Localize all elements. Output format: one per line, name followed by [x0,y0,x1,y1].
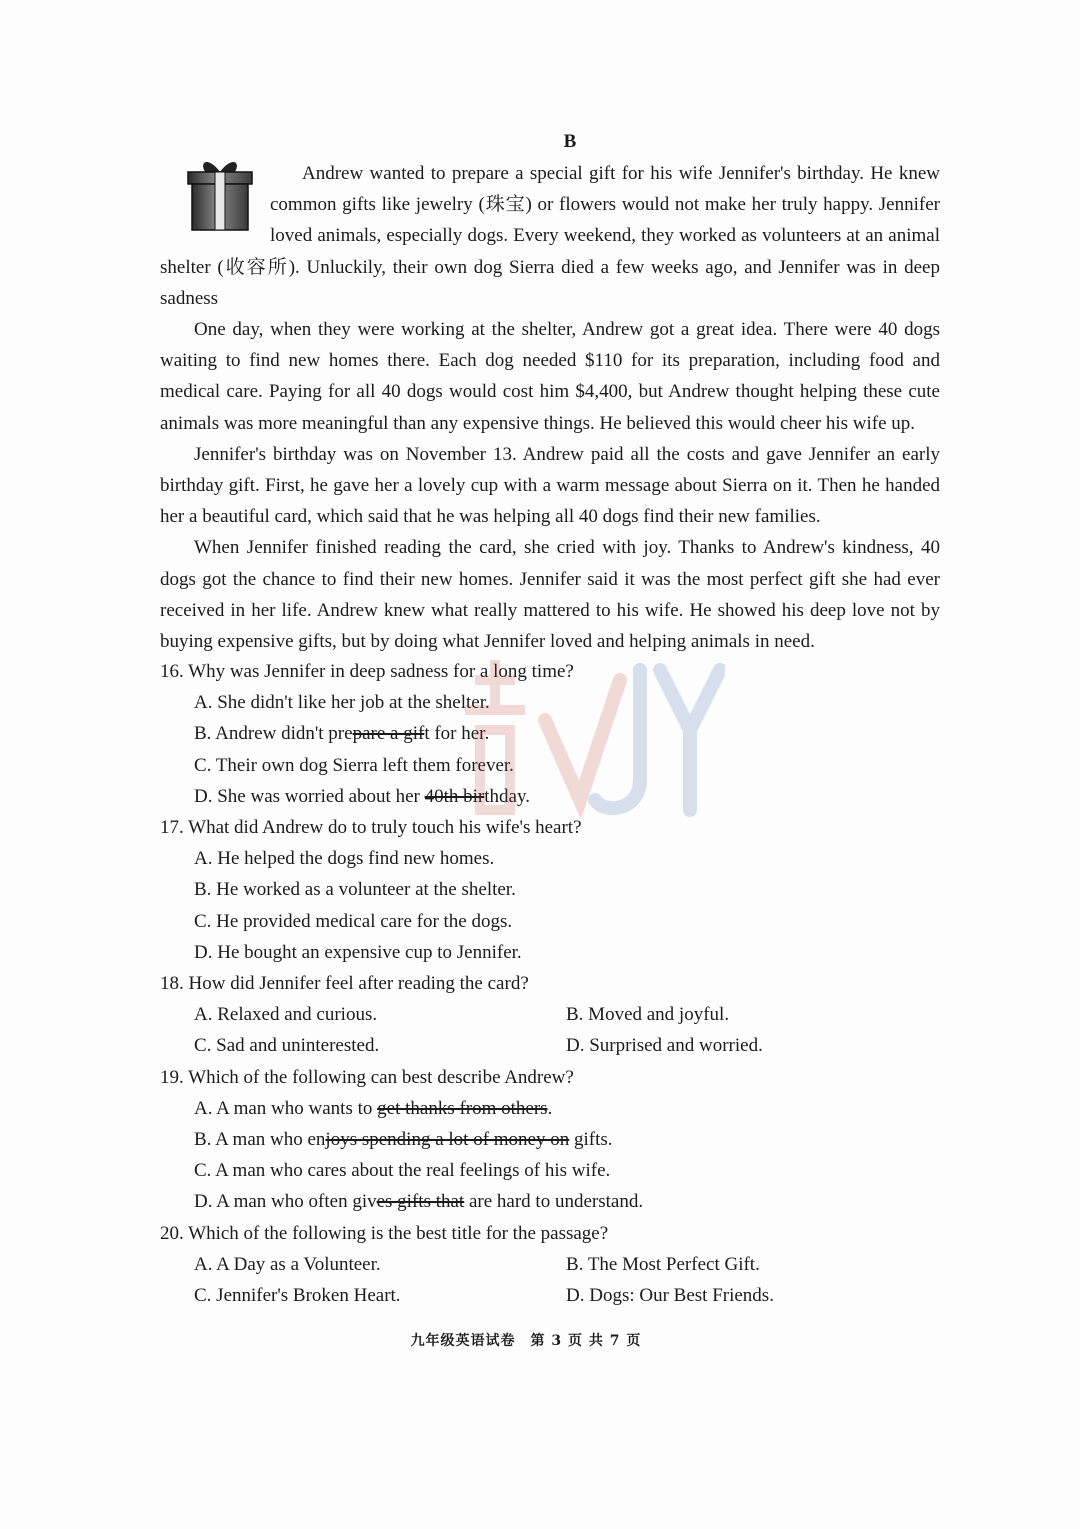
struck-text: es gifts that [376,1191,465,1213]
option-d: D. Surprised and worried. [566,1035,763,1057]
option-d: D. She was worried about her 40th birthday. [194,785,530,807]
option-row [194,1249,940,1280]
option-b: B. Moved and joyful. [566,1004,730,1026]
passage-paragraph-1: Andrew wanted to prepare a special gift for his wife Jennifer's birthday. He knew common gifts like jewelry (珠宝) or flowers would not make her truly happy. Jennifer loved animals, especially dogs. Every weekend, they worked as volunteers at an animal shelter (收容所). Unluckily, their own dog Sierra died a few weeks ago, and Jennifer was in deep sadness [160,158,940,314]
option-a: A. A man who wants to get thanks from others. [194,1097,553,1119]
option-c: C. A man who cares about the real feelings of his wife. [194,1160,611,1182]
question-19 [160,1062,940,1218]
question-17 [160,812,940,968]
passage-paragraph-2: One day, when they were working at the shelter, Andrew got a great idea. There were 40 dogs waiting to find new homes there. Each dog needed $110 for its preparation, including food and medical care. Paying for all 40 dogs would cost him $4,400, but Andrew thought helping these cute animals was more meaningful than any expensive things. He believed this would cheer his wife up. [160,319,940,434]
passage-paragraph-3: Jennifer's birthday was on November 13. Andrew paid all the costs and gave Jennifer an early birthday gift. First, he gave her a lovely cup with a warm message about Sierra on it. Then he handed her a beautiful card, which said that he was helping all 40 dogs find their new families. [160,443,940,528]
section-letter: B [563,131,577,152]
struck-text: get thanks from others [377,1097,548,1119]
question-list [160,656,940,1311]
option-d: D. A man who often gives gifts that are hard to understand. [194,1191,644,1213]
page-footer: 九年级英语试卷 第 3 页 共 7 页 [410,1333,642,1349]
question-stem: 17. What did Andrew do to truly touch his wife's heart? [160,817,582,839]
struck-text: pare a gif [352,723,425,745]
struck-text: joys spending a lot of money on [325,1129,570,1151]
option-d: D. Dogs: Our Best Friends. [566,1285,774,1307]
option-a: A. Relaxed and curious. [194,1004,378,1026]
struck-text: 40th bir [424,785,485,807]
option-row [194,1280,940,1311]
option-row [194,999,940,1030]
option-b: B. A man who enjoys spending a lot of money on gifts. [194,1129,613,1151]
option-c: C. Sad and uninterested. [194,1035,380,1057]
question-stem: 16. Why was Jennifer in deep sadness for a long time? [160,661,574,682]
question-stem: 20. Which of the following is the best title for the passage? [160,1222,609,1244]
option-b: B. He worked as a volunteer at the shelter. [194,879,516,901]
option-a: A. She didn't like her job at the shelter. [194,692,490,714]
option-c: C. He provided medical care for the dogs. [194,910,513,932]
option-b: B. The Most Perfect Gift. [566,1253,760,1275]
question-18 [160,968,940,1062]
option-a: A. He helped the dogs find new homes. [194,848,495,870]
gift-icon-spacer [160,158,270,238]
question-16 [160,656,940,812]
option-row [194,1030,940,1061]
question-20 [160,1218,940,1312]
question-stem: 18. How did Jennifer feel after reading the card? [160,973,529,995]
option-a: A. A Day as a Volunteer. [194,1253,381,1275]
reading-passage [160,158,940,657]
option-c: C. Jennifer's Broken Heart. [194,1285,401,1307]
option-b: B. Andrew didn't prepare a gift for her. [194,723,490,745]
question-stem: 19. Which of the following can best describe Andrew? [160,1066,574,1088]
option-c: C. Their own dog Sierra left them forever. [194,754,514,776]
option-d: D. He bought an expensive cup to Jennifer. [194,941,522,963]
passage-paragraph-4: When Jennifer finished reading the card, she cried with joy. Thanks to Andrew's kindness, 40 dogs got the chance to find their new homes. Jennifer said it was the most perfect gift she had ever received in her life. Andrew knew what really mattered to his wife. He showed his deep love not by buying expensive gifts, but by doing what Jennifer loved and helping animals in need. [160,537,940,653]
